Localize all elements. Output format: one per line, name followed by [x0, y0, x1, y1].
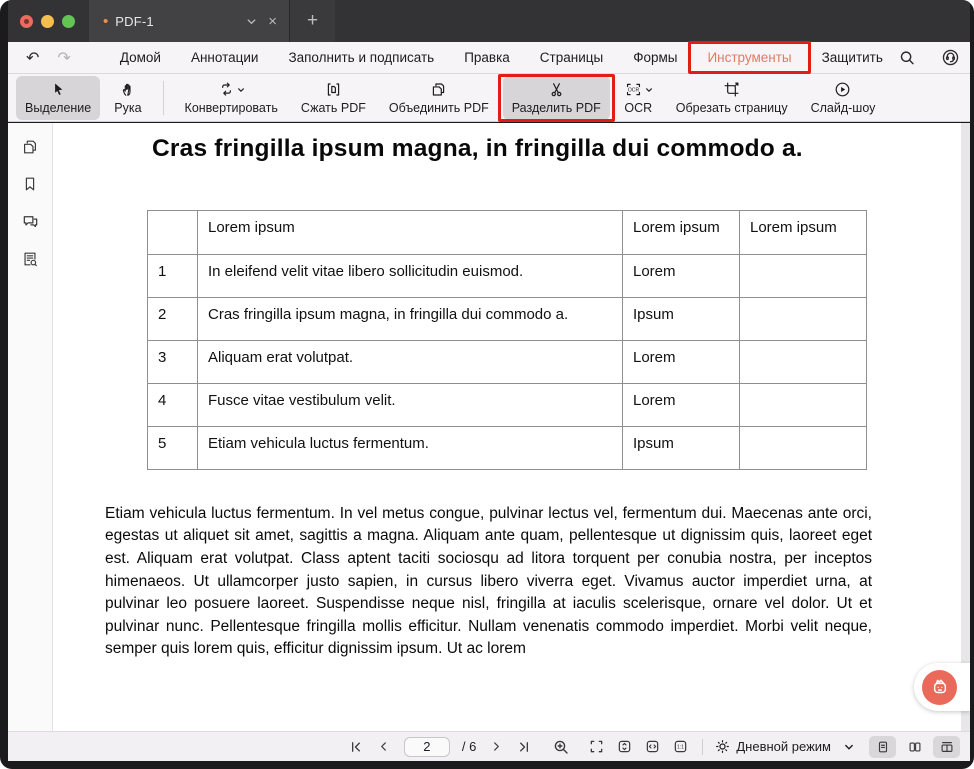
- slideshow-button[interactable]: [802, 76, 885, 120]
- close-window-button[interactable]: [20, 15, 33, 28]
- document-tab[interactable]: [89, 0, 289, 42]
- document-area: [8, 123, 970, 731]
- tab-chevron-down-icon[interactable]: [244, 14, 259, 29]
- convert-icon: [218, 81, 235, 98]
- page-navigation: [347, 737, 571, 757]
- cursor-icon: [50, 80, 67, 99]
- table-cell: 3: [148, 340, 198, 383]
- table-row: [148, 340, 867, 383]
- tab-title: PDF-1: [115, 13, 154, 29]
- ocr-icon-text: OCR: [627, 87, 639, 94]
- table-cell: Lorem: [623, 340, 740, 383]
- menu-item-tools[interactable]: [694, 45, 804, 70]
- merge-pdf-button[interactable]: [380, 76, 498, 120]
- day-mode-label: Дневной режим: [736, 739, 831, 754]
- crop-page-button[interactable]: [667, 76, 797, 120]
- traffic-lights: [8, 15, 89, 28]
- horizontal-scroll-view-button[interactable]: [933, 736, 960, 758]
- document-table: [147, 210, 867, 470]
- history-controls: [8, 48, 91, 68]
- title-bar-drag-area: [335, 0, 970, 42]
- convert-label: Конвертировать: [184, 101, 278, 115]
- page-thumbnails-icon[interactable]: [19, 136, 41, 158]
- page-number-input[interactable]: [404, 737, 450, 757]
- table-cell: [740, 426, 867, 469]
- compress-icon: [325, 80, 342, 99]
- table-cell: In eleifend velit vitae libero sollicitudin euismod.: [198, 254, 623, 297]
- table-cell: Fusce vitae vestibulum velit.: [198, 383, 623, 426]
- table-cell: 1: [148, 254, 198, 297]
- comments-icon[interactable]: [19, 210, 42, 233]
- table-cell: 5: [148, 426, 198, 469]
- view-mode-buttons: [869, 736, 960, 758]
- split-pdf-button[interactable]: [503, 76, 610, 120]
- table-cell: Cras fringilla ipsum magna, in fringilla dui commodo a.: [198, 297, 623, 340]
- select-tool-button[interactable]: [16, 76, 100, 120]
- app-frame: [8, 0, 970, 761]
- scissors-icon: [548, 80, 565, 99]
- chevron-down-icon: [645, 86, 653, 94]
- table-cell: [740, 297, 867, 340]
- table-row: [148, 297, 867, 340]
- tab-close-icon[interactable]: ×: [268, 12, 277, 30]
- tools-toolbar: [8, 74, 970, 122]
- search-icon[interactable]: [896, 47, 918, 69]
- assistant-pill: [914, 663, 970, 711]
- actual-size-icon[interactable]: [671, 737, 690, 756]
- table-row: [148, 426, 867, 469]
- table-cell: Ipsum: [623, 426, 740, 469]
- select-tool-label: Выделение: [25, 101, 92, 115]
- table-header-cell: Lorem ipsum: [198, 210, 623, 254]
- redo-icon: ↷: [57, 49, 71, 67]
- ocr-button[interactable]: [615, 76, 662, 120]
- new-tab-button[interactable]: [289, 0, 335, 42]
- single-page-view-button[interactable]: [869, 736, 896, 758]
- table-cell: [740, 340, 867, 383]
- table-cell: Lorem: [623, 383, 740, 426]
- robot-icon: [929, 676, 951, 698]
- pdf-page[interactable]: [53, 123, 961, 731]
- slideshow-label: Слайд-шоу: [810, 101, 876, 115]
- day-mode-dropdown[interactable]: [715, 739, 855, 754]
- actual-size-text: 1:1: [677, 744, 685, 751]
- table-cell: Ipsum: [623, 297, 740, 340]
- first-page-icon[interactable]: [347, 738, 365, 756]
- table-cell: [740, 254, 867, 297]
- ocr-icon: [624, 81, 643, 98]
- menu-bar-icons: [896, 46, 970, 69]
- bookmark-icon[interactable]: [19, 173, 41, 195]
- fit-width-icon[interactable]: [643, 737, 662, 756]
- previous-page-icon[interactable]: [375, 738, 392, 755]
- compress-pdf-label: Сжать PDF: [300, 101, 366, 115]
- ai-assistant-button[interactable]: [922, 670, 957, 705]
- status-bar: [8, 731, 970, 761]
- chevron-down-icon: [237, 86, 245, 94]
- table-header-cell: [148, 210, 198, 254]
- crop-page-label: Обрезать страницу: [675, 101, 788, 115]
- sidebar-rail: [8, 123, 53, 731]
- status-bar-divider: [702, 739, 703, 755]
- hand-tool-button[interactable]: [105, 76, 150, 120]
- document-heading: Cras fringilla ipsum magna, in fringilla dui commodo a.: [152, 135, 803, 162]
- compress-pdf-button[interactable]: [292, 76, 375, 120]
- plus-icon: +: [306, 10, 319, 31]
- table-header-row: [148, 210, 867, 254]
- menu-items: [107, 45, 896, 70]
- menu-item-annotations[interactable]: Аннотации: [190, 50, 259, 65]
- hand-icon: [120, 80, 136, 99]
- toolbar-divider: [163, 81, 164, 115]
- zoom-window-button[interactable]: [62, 15, 75, 28]
- table-row: [148, 254, 867, 297]
- menu-item-edit[interactable]: Правка: [464, 50, 510, 65]
- menu-item-pages[interactable]: Страницы: [539, 50, 604, 65]
- sun-icon: [715, 739, 730, 754]
- title-bar: [8, 0, 970, 42]
- menu-item-home[interactable]: Домой: [119, 50, 161, 65]
- menu-item-tools-label: Инструменты: [707, 50, 792, 65]
- fit-controls: [587, 737, 690, 756]
- table-cell: 4: [148, 383, 198, 426]
- menu-item-forms[interactable]: Формы: [633, 50, 678, 65]
- last-page-icon[interactable]: [515, 738, 533, 756]
- table-header-cell: Lorem ipsum: [623, 210, 740, 254]
- table-header-cell: Lorem ipsum: [740, 210, 867, 254]
- crop-icon: [723, 80, 740, 99]
- merge-pdf-label: Объединить PDF: [388, 101, 489, 115]
- fit-height-icon[interactable]: [615, 737, 634, 756]
- table-cell: Lorem: [623, 254, 740, 297]
- minimize-window-button[interactable]: [41, 15, 54, 28]
- support-agent-icon[interactable]: [939, 46, 962, 69]
- convert-button[interactable]: [176, 76, 287, 120]
- two-page-view-button[interactable]: [901, 736, 928, 758]
- menu-item-protect[interactable]: Защитить: [821, 50, 883, 65]
- merge-icon: [430, 80, 447, 99]
- document-search-icon[interactable]: [19, 248, 41, 270]
- modified-dot-icon: •: [103, 12, 109, 30]
- chevron-down-icon: [843, 741, 855, 753]
- page-total-label: / 6: [461, 739, 477, 754]
- table-row: [148, 383, 867, 426]
- table-cell: Etiam vehicula luctus fermentum.: [198, 426, 623, 469]
- hand-tool-label: Рука: [114, 101, 142, 115]
- document-paragraph: Etiam vehicula luctus fermentum. In vel metus congue, pulvinar lectus vel, fermentum dui. Maecenas ante orci, egestas ut aliquet sit amet, sagittis a magna. Aliquam ante quam, pellentesque ut dignissim quis, laoreet eget est. Aliquam erat volutpat. Class aptent taciti sociosqu ad litora torquent per conubia nostra, per inceptos himenaeos. Ut ullamcorper justo sapien, in cursus libero viverra eget. Vivamus auctor imperdiet urna, at pulvinar leo posuere laoreet. Suspendisse neque nisl, fringilla at iaculis scelerisque, ornare vel dolor. Ut et pulvinar nunc. Pellentesque fringilla mollis efficitur. Nullam venenatis commodo imperdiet. Morbi velit neque, semper quis lorem quis, efficitur dignissim ipsum. Ut ac lorem: [105, 504, 872, 658]
- menu-item-fill-and-sign[interactable]: Заполнить и подписать: [288, 50, 435, 65]
- ocr-label: OCR: [624, 101, 653, 115]
- zoom-icon[interactable]: [551, 737, 571, 757]
- fit-screen-icon[interactable]: [587, 737, 606, 756]
- table-cell: [740, 383, 867, 426]
- next-page-icon[interactable]: [488, 738, 505, 755]
- slideshow-icon: [834, 80, 851, 99]
- split-pdf-label: Разделить PDF: [511, 101, 601, 115]
- table-cell: Aliquam erat volutpat.: [198, 340, 623, 383]
- table-cell: 2: [148, 297, 198, 340]
- menu-bar: [8, 42, 970, 74]
- undo-icon[interactable]: ↶: [26, 49, 40, 67]
